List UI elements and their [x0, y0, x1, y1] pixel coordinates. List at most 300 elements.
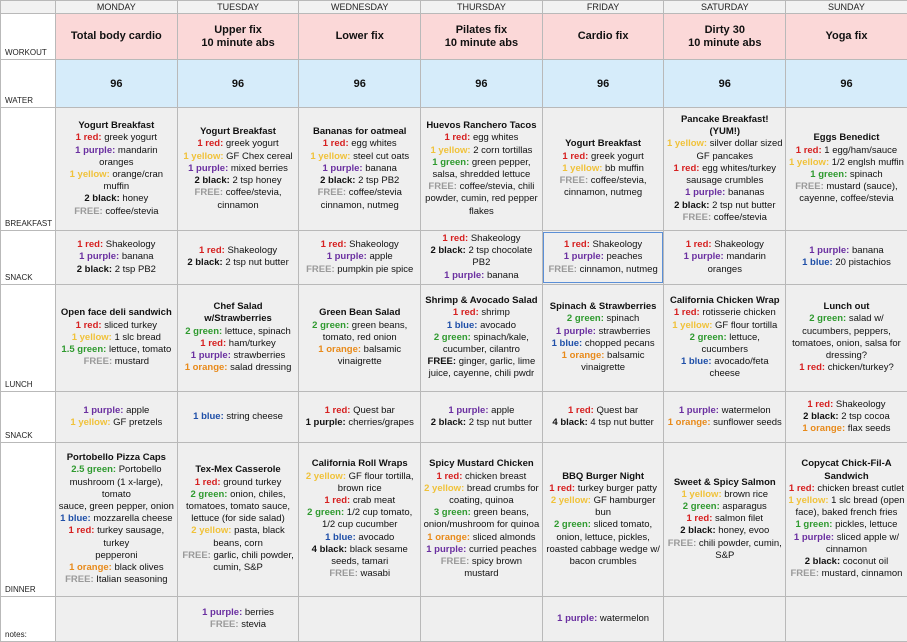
- portion-key: 1 purple:: [556, 326, 596, 337]
- meal-line: [180, 257, 297, 269]
- workout-line: Cardio fix: [543, 30, 664, 43]
- portion-key: 1 orange:: [562, 350, 605, 361]
- water-cell[interactable]: 96: [56, 60, 178, 108]
- meal-line: [58, 574, 175, 586]
- portion-key: 2 green:: [554, 519, 591, 530]
- corner-cell: [1, 1, 56, 14]
- meal-line: [666, 200, 783, 212]
- food-text: cinnamon, nutmeg: [321, 200, 399, 211]
- snack-cell[interactable]: [664, 391, 786, 442]
- meal-line: [301, 483, 418, 495]
- portion-key: FREE:: [668, 538, 697, 549]
- portion-key: 1 purple:: [83, 405, 123, 416]
- workout-cell[interactable]: [299, 14, 421, 60]
- meal-line: [58, 344, 175, 356]
- notes-cell[interactable]: [299, 596, 421, 641]
- meal-line: [301, 532, 418, 544]
- food-text: sliced tomato,: [594, 519, 653, 530]
- dinner-row: [1, 442, 907, 596]
- dinner-cell[interactable]: [421, 442, 543, 596]
- portion-key: 1 purple:: [327, 251, 367, 262]
- food-text: orange/cran muffin: [103, 169, 163, 192]
- meal-line: [423, 169, 540, 181]
- food-text: cayenne, coffee/stevia: [799, 193, 893, 204]
- meal-line: [666, 513, 783, 525]
- portion-key: 1 yellow:: [72, 332, 112, 343]
- water-cell[interactable]: 96: [542, 60, 664, 108]
- portion-key: 1 blue:: [193, 411, 224, 422]
- portion-key: 1 red:: [564, 239, 590, 250]
- meal-line: [301, 507, 418, 519]
- food-text: sliced almonds: [473, 532, 536, 543]
- water-cell[interactable]: 96: [177, 60, 299, 108]
- meal-title: California Chicken Wrap: [666, 295, 783, 307]
- meal-line: [666, 417, 783, 429]
- meal-title: Spinach & Strawberries: [545, 301, 662, 313]
- dinner-cell[interactable]: [664, 442, 786, 596]
- meal-line: [58, 525, 175, 549]
- meal-title: Huevos Ranchero Tacos: [423, 120, 540, 132]
- food-text: coffee/stevia: [349, 187, 402, 198]
- meal-line: [58, 501, 175, 513]
- meal-line: [545, 417, 662, 429]
- meal-line: [545, 495, 662, 519]
- meal-line: [788, 313, 905, 325]
- meal-line: [301, 138, 418, 150]
- notes-cell[interactable]: [786, 596, 907, 641]
- row-label-dinner[interactable]: DINNER: [1, 442, 56, 596]
- snack-cell[interactable]: [299, 391, 421, 442]
- workout-cell[interactable]: [177, 14, 299, 60]
- food-text: GF Chex cereal: [226, 151, 293, 162]
- workout-line: 10 minute abs: [664, 37, 785, 50]
- lunch-row: [1, 284, 907, 391]
- food-text: avocado/feta cheese: [709, 356, 768, 379]
- day-header-tuesday[interactable]: TUESDAY: [177, 1, 299, 14]
- meal-line: [666, 212, 783, 224]
- snack-cell[interactable]: [56, 391, 178, 442]
- breakfast-cell[interactable]: [542, 108, 664, 231]
- food-text: Shakeology: [349, 239, 399, 250]
- food-text: coffee/stevia,: [226, 187, 282, 198]
- meal-title: Spicy Mustard Chicken: [423, 458, 540, 470]
- food-text: pumpkin pie spice: [337, 264, 413, 275]
- day-header-thursday[interactable]: THURSDAY: [421, 1, 543, 14]
- portion-key: 1 green:: [432, 157, 469, 168]
- row-label-workout[interactable]: WORKOUT: [1, 14, 56, 60]
- food-text: greek yogurt: [104, 132, 157, 143]
- meal-line: [58, 320, 175, 332]
- breakfast-cell[interactable]: [786, 108, 907, 231]
- meal-line: [180, 187, 297, 199]
- food-text: 4 tsp nut butter: [590, 417, 653, 428]
- food-text: Shakeology: [714, 239, 764, 250]
- portion-key: 1 purple:: [794, 532, 834, 543]
- food-text: Italian seasoning: [96, 574, 167, 585]
- portion-key: FREE:: [84, 356, 113, 367]
- meal-line: [301, 356, 418, 368]
- dinner-cell[interactable]: [299, 442, 421, 596]
- meal-line: [788, 411, 905, 423]
- meal-line: [301, 405, 418, 417]
- notes-row: [1, 596, 907, 641]
- meal-line: [301, 251, 418, 263]
- notes-cell[interactable]: [177, 596, 299, 641]
- portion-key: 1 blue:: [60, 513, 91, 524]
- portion-key: 1 red:: [562, 151, 588, 162]
- food-text: bacon crumbles: [570, 556, 637, 567]
- portion-key: 2 green:: [567, 313, 604, 324]
- food-text: wasabi: [361, 568, 391, 579]
- meal-title: Lunch out: [788, 301, 905, 313]
- meal-line: [788, 507, 905, 519]
- food-text: sliced apple w/: [837, 532, 899, 543]
- meal-title: Pancake Breakfast! (YUM!): [666, 114, 783, 138]
- meal-title: Sweet & Spicy Salmon: [666, 477, 783, 489]
- food-text: Portobello: [119, 464, 162, 475]
- dinner-cell[interactable]: [56, 442, 178, 596]
- food-text: face), baked french fries: [796, 507, 898, 518]
- food-text: silver dollar sized: [710, 138, 783, 149]
- food-text: brown rice: [724, 489, 768, 500]
- snack-cell[interactable]: [664, 231, 786, 285]
- food-text: turkey sausage, turkey: [97, 525, 164, 548]
- dinner-cell[interactable]: [786, 442, 907, 596]
- water-cell[interactable]: 96: [421, 60, 543, 108]
- snack-cell[interactable]: [786, 231, 907, 285]
- breakfast-cell[interactable]: [421, 108, 543, 231]
- portion-key: 2 yellow:: [306, 471, 346, 482]
- food-text: sauce, green pepper, onion: [59, 501, 174, 512]
- meal-line: [180, 538, 297, 550]
- snack-cell[interactable]: [177, 391, 299, 442]
- portion-key: FREE:: [560, 175, 589, 186]
- food-text: honey: [122, 193, 148, 204]
- food-text: banana: [365, 163, 397, 174]
- meal-line: [301, 264, 418, 276]
- lunch-cell[interactable]: [664, 284, 786, 391]
- meal-line: [58, 477, 175, 501]
- meal-line: [788, 556, 905, 568]
- meal-line: [788, 257, 905, 269]
- food-text: vinaigrette: [581, 362, 625, 373]
- portion-key: 1 red:: [453, 307, 479, 318]
- food-text: sliced turkey: [104, 320, 157, 331]
- lunch-cell[interactable]: [177, 284, 299, 391]
- food-text: 2 tsp PB2: [358, 175, 399, 186]
- workout-cell[interactable]: [786, 14, 907, 60]
- portion-key: 1 orange:: [318, 344, 361, 355]
- notes-cell[interactable]: [542, 596, 664, 641]
- breakfast-cell[interactable]: [664, 108, 786, 231]
- food-text: mushroom (1 x-large), tomato: [70, 477, 163, 500]
- dinner-cell[interactable]: [177, 442, 299, 596]
- meal-line: [58, 193, 175, 205]
- breakfast-row: [1, 108, 907, 231]
- lunch-cell[interactable]: [421, 284, 543, 391]
- portion-key: 1 red:: [199, 245, 225, 256]
- snack-row-1: [1, 231, 907, 285]
- food-text: strawberries: [599, 326, 651, 337]
- day-header-friday[interactable]: FRIDAY: [542, 1, 664, 14]
- row-label-snack[interactable]: SNACK: [1, 231, 56, 285]
- food-text: bread crumbs for: [467, 483, 539, 494]
- workout-cell[interactable]: [664, 14, 786, 60]
- food-text: tomatoes, tomato sauce,: [186, 501, 290, 512]
- meal-line: [301, 344, 418, 356]
- portion-key: 2 green:: [307, 507, 344, 518]
- meal-line: [423, 483, 540, 495]
- meal-line: [545, 613, 662, 625]
- meal-line: [180, 138, 297, 150]
- meal-line: [301, 239, 418, 251]
- meal-line: [423, 417, 540, 429]
- breakfast-cell[interactable]: [56, 108, 178, 231]
- workout-line: Total body cardio: [56, 30, 177, 43]
- meal-line: [423, 368, 540, 380]
- workout-line: Upper fix: [178, 24, 299, 37]
- meal-line: [545, 519, 662, 531]
- portion-key: 4 black:: [552, 417, 587, 428]
- food-text: greek yogurt: [591, 151, 644, 162]
- meal-line: [788, 193, 905, 205]
- meal-line: [301, 187, 418, 199]
- food-text: stevia: [241, 619, 266, 630]
- food-text: bananas: [728, 187, 764, 198]
- portion-key: 1 red:: [568, 405, 594, 416]
- meal-line: [788, 338, 905, 350]
- food-text: tomatoes, onion, salsa for: [792, 338, 901, 349]
- food-text: salad dressing: [230, 362, 291, 373]
- portion-key: 1 red:: [674, 163, 700, 174]
- portion-key: 1 yellow:: [788, 495, 828, 506]
- food-text: apple: [126, 405, 149, 416]
- snack-cell[interactable]: [177, 231, 299, 285]
- meal-line: [180, 501, 297, 513]
- portion-key: 2 black:: [77, 264, 112, 275]
- food-text: juice, cayenne, chili pwdr: [429, 368, 535, 379]
- day-header-sunday[interactable]: SUNDAY: [786, 1, 907, 14]
- workout-line: Lower fix: [299, 30, 420, 43]
- portion-key: 1 purple:: [426, 544, 466, 555]
- meal-line: [423, 532, 540, 544]
- meal-line: [545, 532, 662, 544]
- food-text: cinnamon, nutmeg: [564, 187, 642, 198]
- meal-line: [423, 495, 540, 507]
- food-text: mustard, cinnamon: [822, 568, 903, 579]
- meal-line: [180, 338, 297, 350]
- meal-line: [180, 489, 297, 501]
- food-text: crab meat: [353, 495, 395, 506]
- meal-line: [58, 132, 175, 144]
- portion-key: 1 purple:: [188, 163, 228, 174]
- portion-key: 1 purple:: [306, 417, 346, 428]
- food-text: shrimp: [481, 307, 510, 318]
- breakfast-cell[interactable]: [177, 108, 299, 231]
- meal-line: [423, 544, 540, 556]
- food-text: sausage crumbles: [686, 175, 763, 186]
- meal-line: [180, 411, 297, 423]
- food-text: lettuce, cucumbers: [702, 332, 760, 355]
- snack-cell[interactable]: [786, 391, 907, 442]
- water-cell[interactable]: 96: [786, 60, 907, 108]
- day-header-saturday[interactable]: SATURDAY: [664, 1, 786, 14]
- row-label-breakfast[interactable]: BREAKFAST: [1, 108, 56, 231]
- portion-key: 1 red:: [549, 483, 575, 494]
- lunch-cell[interactable]: [56, 284, 178, 391]
- food-text: honey, evoo: [718, 525, 769, 536]
- meal-line: [58, 169, 175, 193]
- portion-key: 2 black:: [320, 175, 355, 186]
- food-text: brown rice: [338, 483, 382, 494]
- snack-cell[interactable]: [421, 231, 543, 285]
- food-text: Shakeology: [836, 399, 886, 410]
- meal-line: [180, 562, 297, 574]
- portion-key: 1 red:: [807, 399, 833, 410]
- workout-line: 10 minute abs: [421, 37, 542, 50]
- snack-cell[interactable]: [299, 231, 421, 285]
- portion-key: 1 blue:: [325, 532, 356, 543]
- food-text: bb muffin: [605, 163, 644, 174]
- portion-key: 1 red:: [77, 239, 103, 250]
- food-text: 1/2 englsh muffin: [832, 157, 904, 168]
- meal-line: [301, 471, 418, 483]
- food-text: chili powder, cumin,: [699, 538, 782, 549]
- meal-line: [180, 200, 297, 212]
- workout-cell[interactable]: [542, 14, 664, 60]
- meal-line: [788, 423, 905, 435]
- row-label-snack[interactable]: SNACK: [1, 391, 56, 442]
- portion-key: 1 orange:: [185, 362, 228, 373]
- portion-key: FREE:: [210, 619, 239, 630]
- portion-key: 1 purple:: [564, 251, 604, 262]
- row-label-notes[interactable]: notes:: [1, 596, 56, 641]
- day-header-monday[interactable]: MONDAY: [56, 1, 178, 14]
- food-text: 1/2 cup tomato,: [347, 507, 412, 518]
- meal-line: [666, 550, 783, 562]
- food-text: flax seeds: [848, 423, 891, 434]
- meal-title: Chef Salad w/Strawberries: [180, 301, 297, 325]
- meal-title: Green Bean Salad: [301, 307, 418, 319]
- portion-key: 1 red:: [197, 138, 223, 149]
- food-text: 2 tsp nut butter: [225, 257, 288, 268]
- meal-line: [788, 181, 905, 193]
- meal-line: [666, 320, 783, 332]
- water-cell[interactable]: 96: [299, 60, 421, 108]
- snack-cell[interactable]: [56, 231, 178, 285]
- portion-key: 1 purple:: [75, 145, 115, 156]
- portion-key: 2 yellow:: [424, 483, 464, 494]
- food-text: ground turkey: [223, 477, 281, 488]
- meal-line: [545, 350, 662, 362]
- portion-key: 2 yellow:: [551, 495, 591, 506]
- meal-line: [301, 151, 418, 163]
- meal-line: [423, 270, 540, 282]
- food-text: cherries/grapes: [348, 417, 413, 428]
- meal-line: [58, 332, 175, 344]
- water-cell[interactable]: 96: [664, 60, 786, 108]
- portion-key: 1 red:: [442, 233, 468, 244]
- meal-line: [180, 513, 297, 525]
- workout-line: Pilates fix: [421, 24, 542, 37]
- meal-line: [545, 251, 662, 263]
- row-label-water[interactable]: WATER: [1, 60, 56, 108]
- meal-line: [180, 619, 297, 631]
- food-text: avocado: [358, 532, 394, 543]
- meal-line: [666, 251, 783, 275]
- meal-line: [423, 556, 540, 580]
- notes-cell[interactable]: [664, 596, 786, 641]
- food-text: balsamic: [607, 350, 645, 361]
- breakfast-cell[interactable]: [299, 108, 421, 231]
- snack-cell[interactable]: [542, 391, 664, 442]
- portion-key: 2 green:: [312, 320, 349, 331]
- meal-line: [301, 519, 418, 531]
- food-text: 2 tsp nut butter: [712, 200, 775, 211]
- row-label-lunch[interactable]: LUNCH: [1, 284, 56, 391]
- portion-key: 1 red:: [686, 239, 712, 250]
- meal-line: [423, 157, 540, 169]
- food-text: vinaigrette: [338, 356, 382, 367]
- meal-line: [423, 233, 540, 245]
- food-text: spinach: [850, 169, 883, 180]
- portion-key: 1 blue:: [681, 356, 712, 367]
- lunch-cell[interactable]: [786, 284, 907, 391]
- workout-line: Dirty 30: [664, 24, 785, 37]
- notes-cell[interactable]: [56, 596, 178, 641]
- food-text: pepperoni: [95, 550, 137, 561]
- meal-line: [788, 568, 905, 580]
- food-text: Shakeology: [593, 239, 643, 250]
- portion-key: 1 red:: [324, 495, 350, 506]
- meal-line: [788, 544, 905, 556]
- food-text: mustard: [115, 356, 149, 367]
- workout-cell[interactable]: [56, 14, 178, 60]
- meal-line: [301, 544, 418, 556]
- portion-key: 2 yellow:: [191, 525, 231, 536]
- meal-line: [58, 405, 175, 417]
- food-text: Quest bar: [353, 405, 395, 416]
- workout-line: 10 minute abs: [178, 37, 299, 50]
- lunch-cell[interactable]: [542, 284, 664, 391]
- day-header-wednesday[interactable]: WEDNESDAY: [299, 1, 421, 14]
- food-text: banana: [852, 245, 884, 256]
- portion-key: 1 yellow:: [310, 151, 350, 162]
- meal-line: [788, 157, 905, 169]
- notes-cell[interactable]: [421, 596, 543, 641]
- food-text: cinnamon, nutmeg: [580, 264, 658, 275]
- portion-key: 2 green:: [191, 489, 228, 500]
- portion-key: 1 red:: [321, 239, 347, 250]
- meal-line: [301, 556, 418, 568]
- meal-line: [180, 151, 297, 163]
- snack-cell-selected[interactable]: [542, 231, 664, 285]
- lunch-cell[interactable]: [299, 284, 421, 391]
- portion-key: 2 green:: [683, 501, 720, 512]
- meal-line: [788, 495, 905, 507]
- food-text: egg whites: [473, 132, 518, 143]
- meal-line: [666, 138, 783, 150]
- portion-key: 2 black:: [187, 257, 222, 268]
- portion-key: 1 orange:: [69, 562, 112, 573]
- meal-line: [180, 477, 297, 489]
- meal-line: [545, 264, 662, 276]
- snack-cell[interactable]: [421, 391, 543, 442]
- meal-line: [301, 495, 418, 507]
- dinner-cell[interactable]: [542, 442, 664, 596]
- workout-cell[interactable]: [421, 14, 543, 60]
- meal-line: [301, 163, 418, 175]
